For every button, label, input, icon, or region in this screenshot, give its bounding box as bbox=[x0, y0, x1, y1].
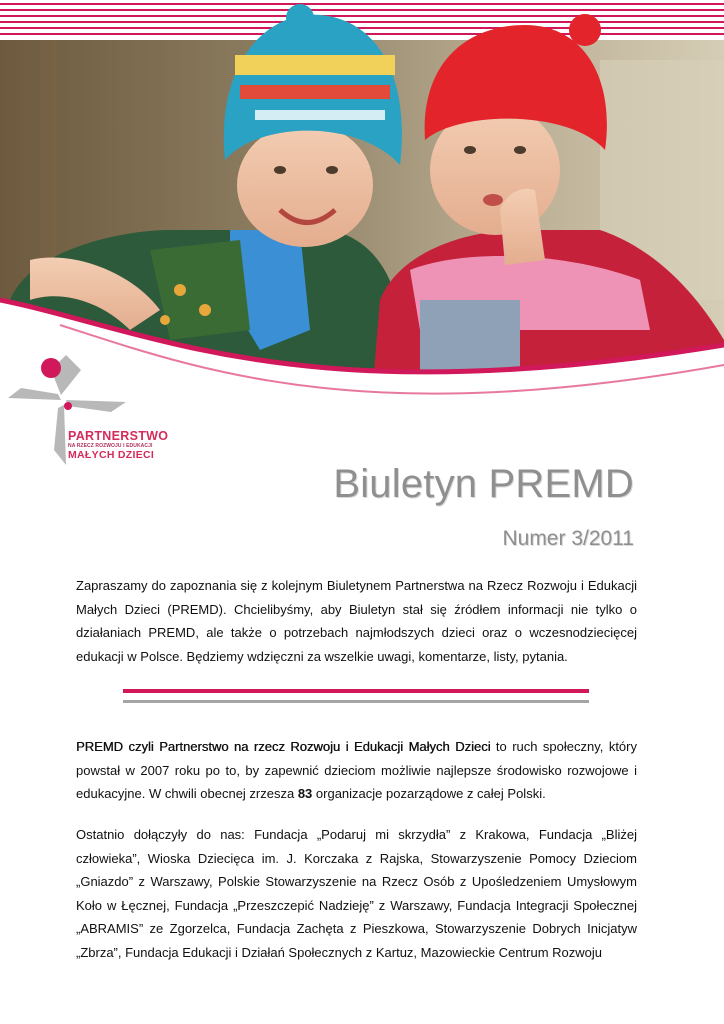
divider-grey bbox=[123, 700, 589, 703]
intro-paragraph: Zapraszamy do zapoznania się z kolejnym Biuletynem Partnerstwa na Rzecz Rozwoju i Edukacji Małych Dzieci (PREMD). Chcielibyśmy, aby Biuletyn stał się źródłem informacji nie tylko o działaniach PREMD, ale także o potrzebach najmłodszych dzieci oraz o wczesnodziecięcej edukacji w Polsce. Będziemy wdzięczni za wszelkie uwagi, komentarze, listy, pytania. bbox=[76, 578, 637, 664]
about-text-end: organizacje pozarządowe z całej Polski. bbox=[312, 786, 546, 801]
new-members-paragraph: Ostatnio dołączyły do nas: Fundacja „Podaruj mi skrzydła” z Krakowa, Fundacja „Bliżej człowieka”, Wioska Dziecięca im. J. Korczaka z Rajska, Stowarzyszenie Pomocy Dzieciom „Gniazdo” z Warszawy, Polskie Stowarzyszenie na Rzecz Osób z Upośledzeniem Umysłowym Koło w Łęcznej, Fundacja „Przeszczepić Nadzieję” z Warszawy, Fundacja Integracji Społecznej „ABRAMIS” ze Zgorzelca, Fundacja Zachęta z Pieszkowa, Stowarzyszenie Dobrych Inicjatyw „Zbrza”, Fundacja Edukacji i Działań Społecznych z Kartuz, Mazowieckie Centrum Rozwoju bbox=[76, 827, 637, 960]
divider-pink bbox=[123, 689, 589, 693]
logo-line-1: PARTNERSTWO bbox=[68, 429, 169, 443]
logo-line-3: MAŁYCH DZIECI bbox=[68, 448, 155, 461]
bulletin-title: Biuletyn PREMD bbox=[333, 462, 634, 506]
logo-wordmark bbox=[68, 430, 168, 460]
issue-number: Numer 3/2011 bbox=[502, 527, 634, 550]
logo-line-2: NA RZECZ ROZWOJU I EDUKACJI bbox=[68, 442, 153, 449]
organization-name: PREMD czyli Partnerstwo na rzecz Rozwoju i Edukacji Małych Dzieci bbox=[76, 739, 491, 754]
member-count: 83 bbox=[297, 786, 313, 801]
about-text: to ruch społeczny, który powstał w 2007 roku po to, by zapewnić dzieciom możliwie najlepsze środowisko rozwojowe i edukacyjne. W chwili obecnej zrzesza bbox=[76, 739, 637, 801]
about-paragraph bbox=[76, 735, 637, 806]
